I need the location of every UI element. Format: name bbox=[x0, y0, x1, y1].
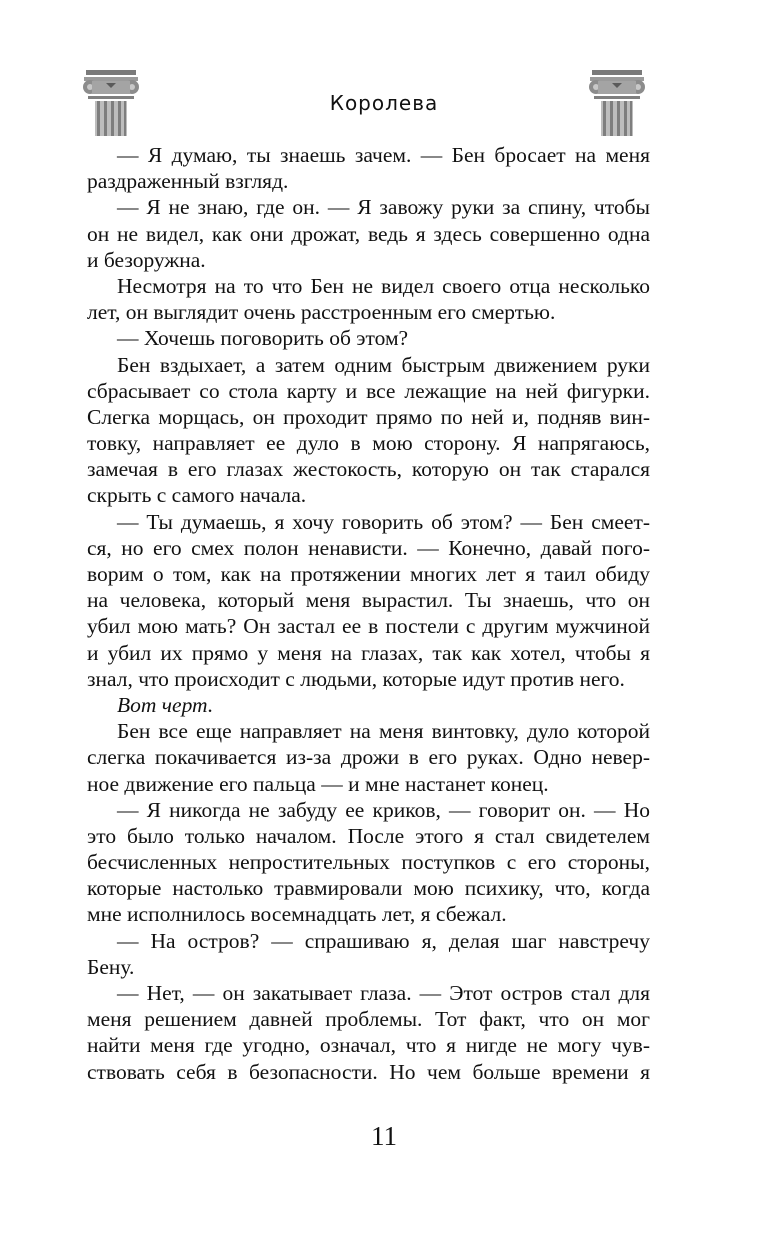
text-line: сбрасывает со стола карту и все лежащие на ней фигурки. bbox=[87, 378, 650, 403]
text-line: знал, что происходит с людьми, которые идут против него. bbox=[87, 666, 625, 691]
text-line: — Нет, — он закатывает глаза. — Этот остров стал для bbox=[117, 981, 650, 1005]
text-line: и безоружна. bbox=[87, 247, 206, 272]
text-line: — На остров? — спрашиваю я, делая шаг навстречу bbox=[117, 928, 650, 953]
text-line: лет, он выглядит очень расстроенным его смертью. bbox=[87, 300, 556, 325]
text-line: меня решением давней проблемы. Тот факт, что он мог bbox=[87, 1007, 650, 1032]
body-text bbox=[87, 142, 650, 1085]
text-line: — Я никогда не забуду ее криков, — говорит он. — Но bbox=[117, 797, 650, 822]
text-line: — Я думаю, ты знаешь зачем. — Бен бросает на меня bbox=[117, 143, 650, 167]
page-header bbox=[0, 0, 768, 140]
text-line: мне исполнилось восемнадцать лет, я сбежал. bbox=[87, 902, 507, 927]
text-line: — Я не знаю, где он. — Я завожу руки за спину, чтобы bbox=[117, 195, 650, 220]
text-line: товку, направляет ее дуло в мою сторону. Я напрягаюсь, bbox=[87, 431, 650, 456]
text-line: ное движение его пальца — и мне настанет конец. bbox=[87, 771, 549, 796]
text-line: это было только началом. После этого я стал свидетелем bbox=[87, 823, 650, 848]
text-line: раздраженный взгляд. bbox=[87, 169, 289, 194]
page-number: 11 bbox=[371, 1121, 397, 1151]
text-line: бесчисленных непростительных поступков с его стороны, bbox=[87, 850, 650, 875]
text-line: слегка покачивается из-за дрожи в его руках. Одно невер- bbox=[87, 745, 650, 770]
text-line: Вот черт. bbox=[117, 692, 214, 717]
text-line: Слегка морщась, он проходит прямо по ней и, подняв вин- bbox=[87, 404, 650, 429]
text-line: Бен все еще направляет на меня винтовку, дуло которой bbox=[117, 719, 650, 744]
text-line: Несмотря на то что Бен не видел своего отца несколько bbox=[117, 273, 650, 298]
text-line: замечая в его глазах жестокость, которую он так старался bbox=[87, 457, 650, 482]
text-line: которые настолько травмировали мою психику, что, когда bbox=[87, 876, 650, 901]
running-title: Королева bbox=[329, 91, 439, 115]
text-line: ворим о том, как на протяжении многих лет я таил обиду bbox=[87, 562, 650, 586]
ionic-column-right-icon bbox=[588, 70, 646, 136]
text-line: он не видел, как они дрожат, ведь я здесь совершенно одна bbox=[87, 221, 650, 246]
text-line: Бену. bbox=[87, 954, 135, 979]
text-line: и убил их прямо у меня на глазах, так как хотел, чтобы я bbox=[87, 640, 650, 665]
text-line: убил мою мать? Он застал ее в постели с другим мужчиной bbox=[87, 614, 650, 639]
text-line: найти меня где угодно, означал, что я нигде не могу чув- bbox=[87, 1033, 650, 1058]
text-line: — Ты думаешь, я хочу говорить об этом? — Бен смеет- bbox=[117, 509, 650, 534]
text-line: ся, но его смех полон ненависти. — Конечно, давай пого- bbox=[87, 535, 650, 560]
text-line: Бен вздыхает, а затем одним быстрым движением руки bbox=[117, 352, 650, 377]
text-line: на человека, который меня вырастил. Ты знаешь, что он bbox=[87, 588, 650, 613]
text-line: ствовать себя в безопасности. Но чем больше времени я bbox=[87, 1059, 650, 1084]
text-line: скрыть с самого начала. bbox=[87, 483, 307, 508]
text-line: — Хочешь поговорить об этом? bbox=[117, 326, 409, 351]
